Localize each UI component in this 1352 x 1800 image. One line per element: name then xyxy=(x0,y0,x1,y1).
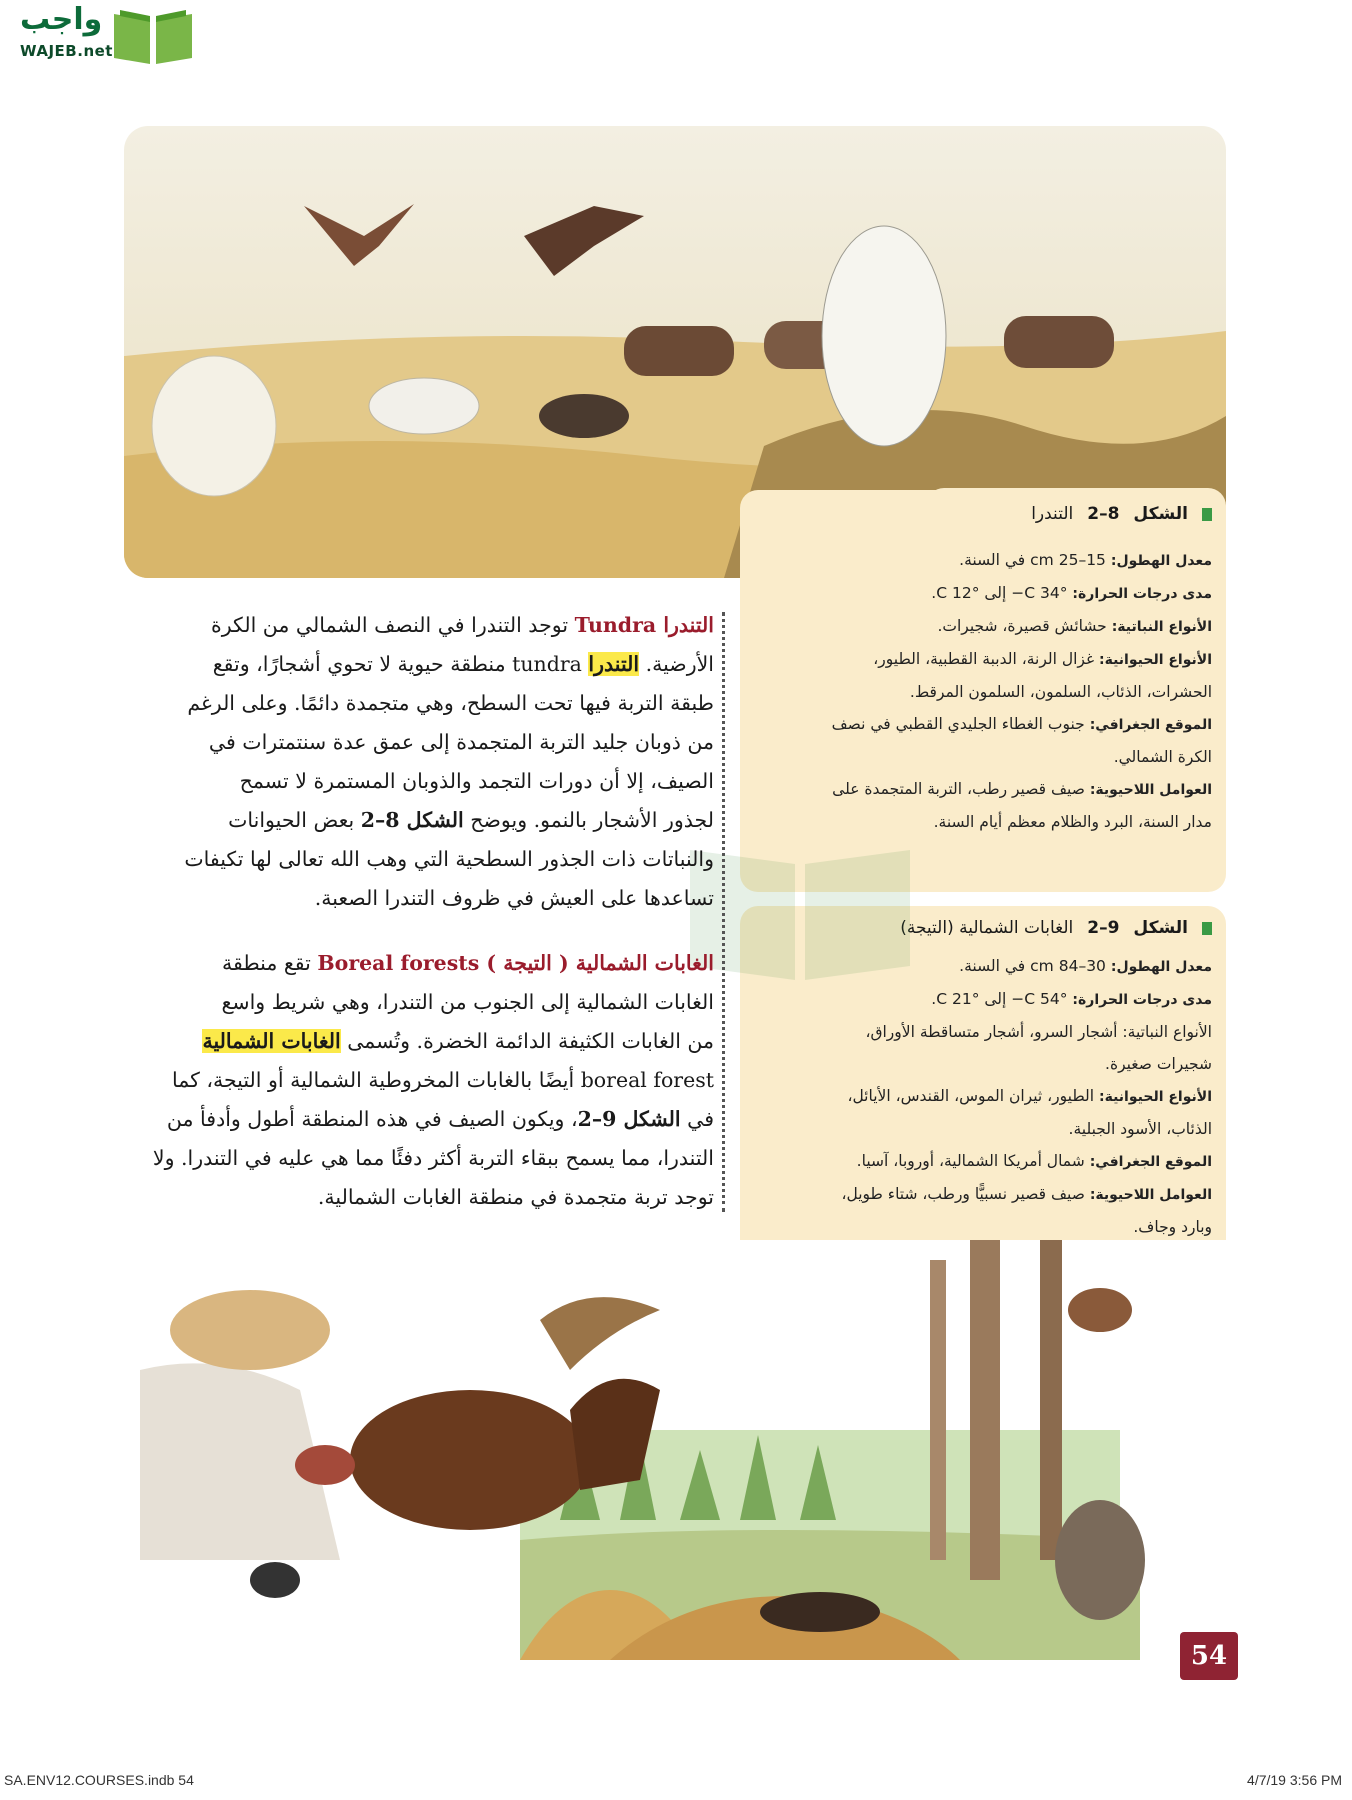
footer-timestamp: 4/7/19 3:56 PM xyxy=(1247,1772,1342,1788)
detail-line: الموقع الجغرافي: جنوب الغطاء الجليدي القطبي في نصف xyxy=(831,715,1212,733)
page-number: 54 xyxy=(1180,1632,1238,1680)
figure-reference: الشكل 9–2 xyxy=(577,1107,681,1131)
figure-9-2-title xyxy=(900,918,1212,938)
detail-line: معدل الهطول: 30–84 cm في السنة. xyxy=(959,957,1212,975)
open-book-icon xyxy=(110,6,196,66)
logo-arabic-text: واجب xyxy=(20,2,103,37)
figure-8-2-details xyxy=(754,544,1212,838)
detail-line: معدل الهطول: 15–25 cm في السنة. xyxy=(959,551,1212,569)
square-bullet-icon xyxy=(1202,508,1212,521)
detail-line: الأنواع الحيوانية: غزال الرنة، الدببة القطبية، الطيور، xyxy=(873,650,1212,668)
text-line: والنباتات ذات الجذور السطحية التي وهب الله تعالى لها تكيفات xyxy=(184,847,714,871)
text-line: التندرا، مما يسمح ببقاء التربة أكثر دفئًا مما هي عليه في التندرا. ولا xyxy=(152,1146,714,1170)
logo-english-text: WAJEB.net xyxy=(20,42,113,60)
figure-8-2-title xyxy=(1031,504,1212,524)
detail-line: الذئاب، الأسود الجبلية. xyxy=(1068,1120,1212,1138)
text-line: من ذوبان جليد التربة المتجمدة إلى عمق عدة سنتمترات في xyxy=(208,730,714,754)
text-line: لجذور الأشجار بالنمو. ويوضح الشكل 8–2 بعض الحيوانات xyxy=(228,808,714,832)
detail-line: العوامل اللاحيوية: صيف قصير نسبيًّا ورطب، شتاء طويل، xyxy=(841,1185,1212,1203)
figure-name: الغابات الشمالية (التيجة) xyxy=(900,918,1074,938)
detail-line: مدار السنة، البرد والظلام معظم أيام السنة. xyxy=(933,813,1212,831)
text-line: التندرا Tundra توجد التندرا في النصف الشمالي من الكرة xyxy=(210,613,714,637)
figure-label: الشكل xyxy=(1133,918,1188,938)
text-line: الغابات الشمالية إلى الجنوب من التندرا، وهي شريط واسع xyxy=(221,990,714,1014)
detail-line: الأنواع النباتية: أشجار السرو، أشجار متساقطة الأوراق، xyxy=(865,1023,1212,1041)
wajeb-logo[interactable] xyxy=(8,2,186,68)
detail-line: مدى درجات الحرارة: °C 54− إلى °C 21. xyxy=(931,990,1212,1008)
detail-line: شجيرات صغيرة. xyxy=(1105,1055,1212,1073)
boreal-forest-illustration xyxy=(140,1240,1230,1660)
detail-line: الموقع الجغرافي: شمال أمريكا الشمالية، أوروبا، آسيا. xyxy=(856,1152,1212,1170)
figure-number: 8–2 xyxy=(1087,504,1120,524)
detail-line: الأنواع النباتية: حشائش قصيرة، شجيرات. xyxy=(937,617,1212,635)
text-line: تساعدها على العيش في ظروف التندرا الصعبة. xyxy=(314,886,714,910)
text-line: من الغابات الكثيفة الدائمة الخضرة. وتُسمى الغابات الشمالية xyxy=(202,1029,714,1053)
figure-name: التندرا xyxy=(1031,504,1074,524)
detail-line: الكرة الشمالي. xyxy=(1113,748,1212,766)
figure-reference: الشكل 8–2 xyxy=(360,808,464,832)
detail-line: وبارد وجاف. xyxy=(1133,1218,1212,1236)
detail-line: مدى درجات الحرارة: °C 34− إلى °C 12. xyxy=(931,584,1212,602)
figure-9-2-details xyxy=(754,950,1212,1243)
detail-line: الأنواع الحيوانية: الطيور، ثيران الموس، القندس، الأيائل، xyxy=(847,1087,1212,1105)
text-line: في الشكل 9–2، ويكون الصيف في هذه المنطقة أطول وأدفأ من xyxy=(166,1107,714,1131)
column-divider xyxy=(722,612,725,1212)
text-line: الأرضية. التندرا tundra منطقة حيوية لا تحوي أشجارًا، وتقع xyxy=(212,652,714,676)
footer-file-info: SA.ENV12.COURSES.indb 54 xyxy=(4,1772,194,1788)
highlighted-term: التندرا xyxy=(588,652,640,676)
watermark-book-icon xyxy=(680,830,920,990)
boreal-heading: الغابات الشمالية ( التيجة ) Boreal forests xyxy=(317,951,714,975)
highlighted-term: الغابات الشمالية xyxy=(202,1029,341,1053)
text-line: boreal forest أيضًا بالغابات المخروطية الشمالية أو التيجة، كما xyxy=(171,1068,714,1092)
text-line: الصيف، إلا أن دورات التجمد والذوبان المستمرة لا تسمح xyxy=(239,769,714,793)
boreal-paragraph xyxy=(124,944,714,1217)
text-line: توجد تربة متجمدة في منطقة الغابات الشمالية. xyxy=(317,1185,714,1209)
detail-line: العوامل اللاحيوية: صيف قصير رطب، التربة المتجمدة على xyxy=(832,780,1212,798)
square-bullet-icon xyxy=(1202,922,1212,935)
tundra-paragraph xyxy=(124,606,714,918)
figure-number: 9–2 xyxy=(1087,918,1120,938)
text-line: طبقة التربة فيها تحت السطح، وهي متجمدة دائمًا. وعلى الرغم xyxy=(187,691,714,715)
text-line: الغابات الشمالية ( التيجة ) Boreal forests تقع منطقة xyxy=(221,951,714,975)
tundra-heading: التندرا Tundra xyxy=(574,613,714,637)
detail-line: الحشرات، الذئاب، السلمون، السلمون المرقط. xyxy=(909,683,1212,701)
figure-label: الشكل xyxy=(1133,504,1188,524)
